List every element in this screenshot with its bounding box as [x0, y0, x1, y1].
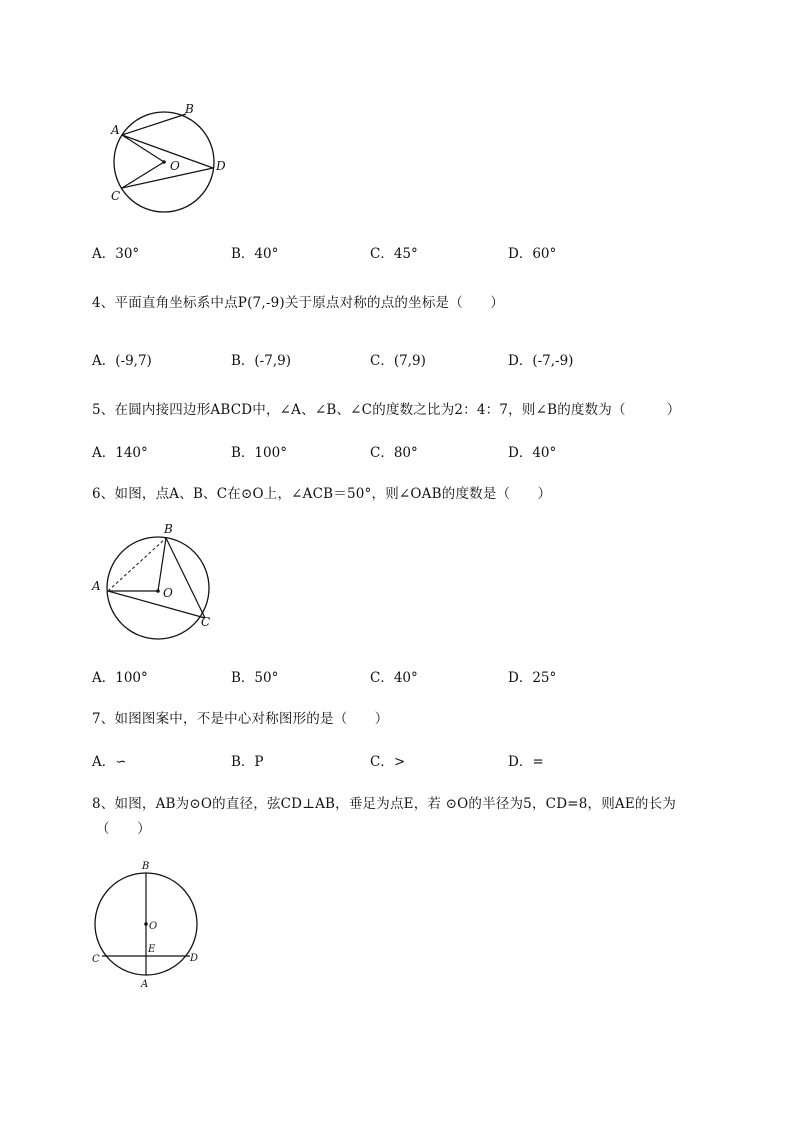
q3-option-d[interactable]: D．60° — [508, 246, 557, 262]
q6-option-c[interactable]: C．40° — [370, 670, 418, 686]
q5-option-b[interactable]: B．100° — [231, 445, 287, 461]
q6-center-dot — [156, 589, 160, 593]
q6-label-o: O — [163, 586, 173, 600]
q8-stem-line1: 8、如图，AB为⊙O的直径，弦CD⊥AB，垂足为点E，若 ⊙O的半径为5，CD=8，则AE的长为 — [92, 796, 677, 812]
q6-label-c: C — [201, 615, 211, 629]
q3-label-b: B — [185, 102, 194, 116]
q6-segment-bo — [158, 538, 166, 591]
q5-option-c[interactable]: C．80° — [370, 445, 418, 461]
q6-option-b[interactable]: B．50° — [231, 670, 279, 686]
q3-option-c[interactable]: C．45° — [370, 246, 418, 262]
q4-option-b[interactable]: B．(-7,9) — [231, 353, 291, 369]
q8-label-c: C — [92, 954, 100, 965]
q8-label-b: B — [142, 861, 150, 872]
q3-circle-figure — [100, 98, 240, 218]
q7-stem: 7、如图图案中，不是中心对称图形的是（ ） — [92, 711, 389, 727]
q3-center-dot — [162, 160, 166, 164]
q7-option-c[interactable]: C．> — [370, 754, 406, 770]
q3-segment-co — [122, 162, 164, 188]
q6-label-b: B — [164, 522, 173, 536]
q3-label-c: C — [111, 189, 121, 203]
q3-label-o: O — [170, 159, 180, 173]
q8-stem-line2: （ ） — [96, 821, 151, 837]
q4-option-c[interactable]: C．(7,9) — [370, 353, 426, 369]
q4-option-a[interactable]: A．(-9,7) — [92, 353, 152, 369]
q8-label-o: O — [149, 921, 158, 932]
q5-stem: 5、在圆内接四边形ABCD中，∠A、∠B、∠C的度数之比为2：4：7，则∠B的度数为（ ） — [92, 402, 681, 418]
q5-option-d[interactable]: D．40° — [508, 445, 557, 461]
q3-label-a: A — [111, 123, 120, 137]
q5-option-a[interactable]: A．140° — [92, 445, 148, 461]
q8-circle-figure — [86, 858, 216, 994]
q4-stem: 4、平面直角坐标系中点P(7,-9)关于原点对称的点的坐标是（ ） — [92, 295, 505, 311]
q8-label-a: A — [141, 979, 149, 990]
q6-label-a: A — [92, 579, 101, 593]
q8-label-d: D — [190, 953, 199, 964]
q7-option-a[interactable]: A．∽ — [92, 754, 127, 770]
q3-option-a[interactable]: A．30° — [92, 246, 140, 262]
q3-label-d: D — [216, 159, 226, 173]
q8-label-e: E — [148, 944, 156, 955]
q3-segment-ad — [122, 135, 213, 168]
q4-option-d[interactable]: D．(-7,-9) — [508, 353, 574, 369]
q7-option-d[interactable]: D．= — [508, 754, 544, 770]
q6-option-a[interactable]: A．100° — [92, 670, 148, 686]
q6-circle-figure — [88, 518, 228, 646]
q6-option-d[interactable]: D．25° — [508, 670, 557, 686]
q8-center-dot — [144, 922, 148, 926]
q6-stem: 6、如图，点A、B、C在⊙O上，∠ACB＝50°，则∠OAB的度数是（ ） — [92, 486, 552, 502]
q6-segment-ab-dashed — [108, 538, 166, 591]
q3-option-b[interactable]: B．40° — [231, 246, 279, 262]
q3-segment-cd — [122, 168, 213, 188]
q7-option-b[interactable]: B．P — [231, 754, 264, 770]
q6-segment-ac — [108, 591, 205, 618]
q6-segment-bc — [166, 538, 205, 618]
